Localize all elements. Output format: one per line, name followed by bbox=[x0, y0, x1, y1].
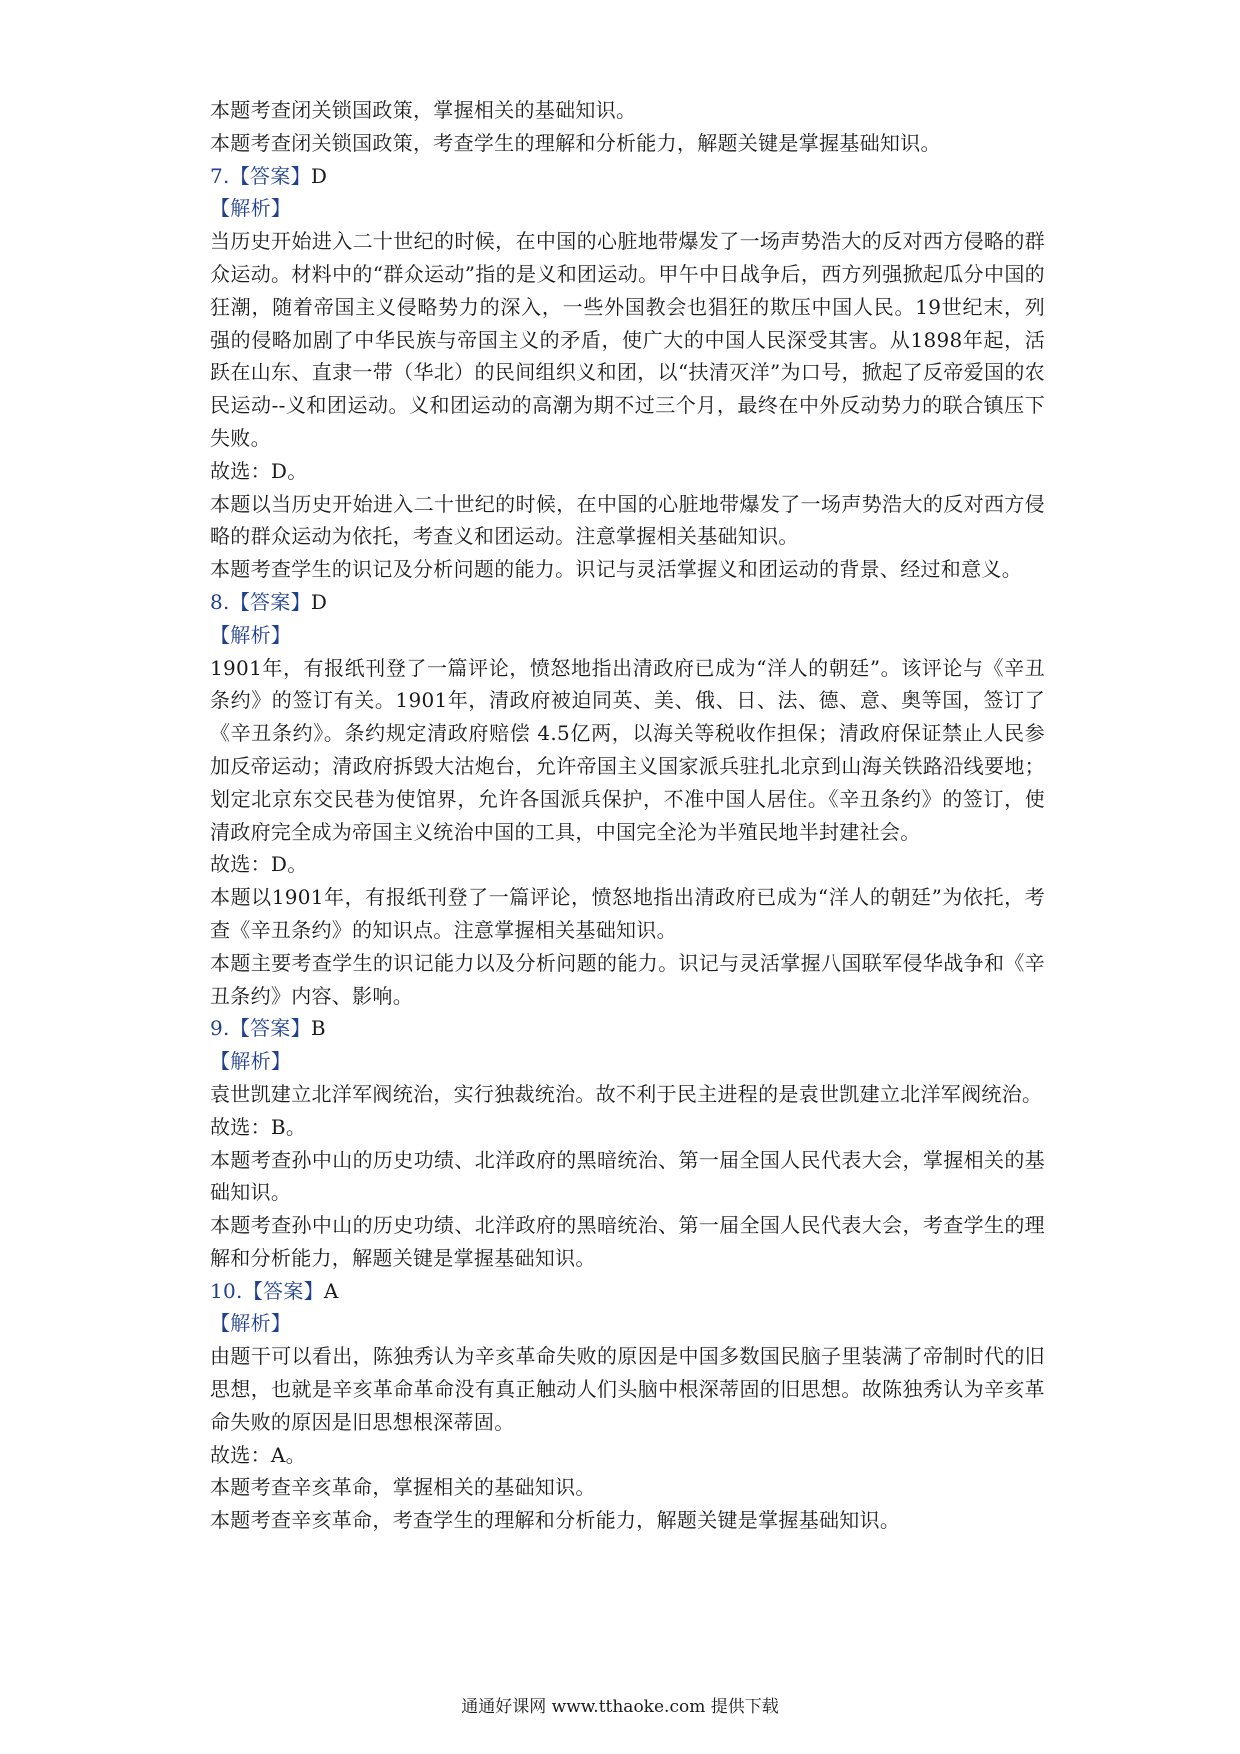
analysis-label: 【解析】 bbox=[210, 1049, 292, 1074]
analysis-label: 【解析】 bbox=[210, 622, 292, 647]
point-paragraph: 本题考查孙中山的历史功绩、北洋政府的黑暗统治、第一届全国人民代表大会，掌握相关的基础知识。 bbox=[210, 1147, 1045, 1205]
point-paragraph: 本题考查学生的识记及分析问题的能力。识记与灵活掌握义和团运动的背景、经过和意义。 bbox=[210, 557, 1022, 582]
answer-line bbox=[210, 586, 1045, 619]
intro-line: 本题考查闭关锁国政策，掌握相关的基础知识。 bbox=[210, 98, 637, 122]
question-block bbox=[210, 586, 1045, 1012]
answer-label: 【答案】 bbox=[229, 1016, 311, 1041]
analysis-body: 由题干可以看出，陈独秀认为辛亥革命失败的原因是中国多数国民脑子里装满了帝制时代的旧思想，也就是辛亥革命革命没有真正触动人们头脑中根深蒂固的旧思想。故陈独秀认为辛亥革命失败的原因是旧思想根深蒂固。 bbox=[210, 1344, 1045, 1434]
answer-label: 【答案】 bbox=[229, 163, 311, 188]
analysis-body: 袁世凯建立北洋军阀统治，实行独裁统治。故不利于民主进程的是袁世凯建立北洋军阀统治。 bbox=[210, 1081, 1043, 1106]
page-footer: 通通好课网 www.tthaoke.com 提供下载 bbox=[461, 1697, 779, 1717]
answer-label: 【答案】 bbox=[242, 1278, 324, 1303]
document-page bbox=[210, 94, 1045, 1537]
analysis-label: 【解析】 bbox=[210, 1311, 292, 1336]
point-paragraph: 本题以当历史开始进入二十世纪的时候，在中国的心脏地带爆发了一场声势浩大的反对西方侵略的群众运动为依托，考查义和团运动。注意掌握相关基础知识。 bbox=[210, 491, 1045, 549]
analysis-body: 当历史开始进入二十世纪的时候，在中国的心脏地带爆发了一场声势浩大的反对西方侵略的群众运动。材料中的“群众运动”指的是义和团运动。甲午中日战争后，西方列强掀起瓜分中国的狂潮，随着帝国主义侵略势力的深入，一些外国教会也猖狂的欺压中国人民。19世纪末，列强的侵略加剧了中华民族与帝国主义的矛盾，使广大的中国人民深受其害。从1898年起，活跃在山东、直隶一带（华北）的民间组织义和团，以“扶清灭洋”为口号，掀起了反帝爱国的农民运动--义和团运动。义和团运动的高潮为期不过三个月，最终在中外反动势力的联合镇压下失败。 bbox=[210, 229, 1045, 450]
choice-line: 故选：A。 bbox=[210, 1442, 306, 1467]
question-block bbox=[210, 1012, 1045, 1274]
analysis-body: 1901年，有报纸刊登了一篇评论，愤怒地指出清政府已成为“洋人的朝廷”。该评论与《辛丑条约》的签订有关。1901年，清政府被迫同英、美、俄、日、法、德、意、奥等国，签订了《辛丑条约》。条约规定清政府赔偿 4.5亿两，以海关等税收作担保；清政府保证禁止人民参加反帝运动；清政府拆毁大沽炮台，允许帝国主义国家派兵驻扎北京到山海关铁路沿线要地；划定北京东交民巷为使馆界，允许各国派兵保护，不准中国人居住。《辛丑条约》的签订，使清政府完全成为帝国主义统治中国的工具，中国完全沦为半殖民地半封建社会。 bbox=[210, 655, 1045, 844]
choice-line: 故选：D。 bbox=[210, 852, 308, 877]
question-block bbox=[210, 1275, 1045, 1537]
question-block bbox=[210, 160, 1045, 586]
answer-line bbox=[210, 1012, 1045, 1045]
answer-value: D bbox=[310, 589, 328, 614]
answer-value: A bbox=[323, 1278, 339, 1303]
point-paragraph: 本题考查辛亥革命，考查学生的理解和分析能力，解题关键是掌握基础知识。 bbox=[210, 1508, 901, 1533]
answer-line bbox=[210, 1275, 1045, 1308]
point-paragraph: 本题主要考查学生的识记能力以及分析问题的能力。识记与灵活掌握八国联军侵华战争和《辛丑条约》内容、影响。 bbox=[210, 950, 1045, 1008]
analysis-label: 【解析】 bbox=[210, 196, 292, 221]
question-number: 7. bbox=[210, 163, 230, 188]
choice-line: 故选：B。 bbox=[210, 1114, 307, 1139]
answer-line bbox=[210, 160, 1045, 193]
answer-label: 【答案】 bbox=[229, 589, 311, 614]
answer-value: B bbox=[310, 1016, 326, 1041]
point-paragraph: 本题以1901年，有报纸刊登了一篇评论，愤怒地指出清政府已成为“洋人的朝廷”为依托，考查《辛丑条约》的知识点。注意掌握相关基础知识。 bbox=[210, 885, 1045, 942]
point-paragraph: 本题考查辛亥革命，掌握相关的基础知识。 bbox=[210, 1475, 596, 1500]
question-number: 8. bbox=[210, 589, 230, 614]
choice-line: 故选：D。 bbox=[210, 458, 308, 483]
point-paragraph: 本题考查孙中山的历史功绩、北洋政府的黑暗统治、第一届全国人民代表大会，考查学生的理解和分析能力，解题关键是掌握基础知识。 bbox=[210, 1213, 1045, 1270]
intro-line: 本题考查闭关锁国政策，考查学生的理解和分析能力，解题关键是掌握基础知识。 bbox=[210, 130, 941, 155]
answer-value: D bbox=[310, 163, 328, 188]
question-number: 10. bbox=[210, 1278, 243, 1303]
question-number: 9. bbox=[210, 1016, 230, 1041]
